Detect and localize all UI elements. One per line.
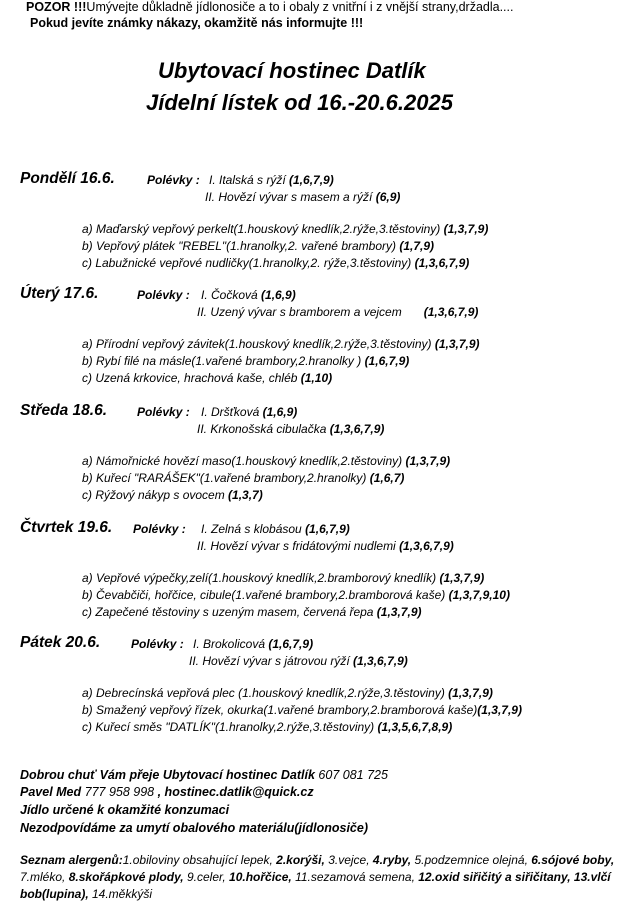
soup-item <box>201 288 296 302</box>
meal-text: a) Přírodní vepřový závitek(1.houskový knedlík,2.rýže,3.těstoviny) <box>82 337 435 351</box>
allergen-name: oxid siřičitý a siřičitany, <box>434 870 574 884</box>
day-name: Úterý 17.6. <box>20 285 99 302</box>
meal-item <box>82 720 452 734</box>
soup-allergens: (1,6,7,9) <box>268 637 314 651</box>
allergen-number: 1. <box>122 853 133 867</box>
meal-allergens: (1,3,7,9) <box>477 703 522 717</box>
allergen-name: ryby, <box>382 853 415 867</box>
footer-consumption: Jídlo určené k okamžité konzumaci <box>20 803 230 817</box>
meal-text: a) Debrecínská vepřová plec (1.houskový knedlík,2.rýže,3.těstoviny) <box>82 686 449 700</box>
meal-allergens: (1,3,7,9) <box>405 454 451 468</box>
allergen-number: 5. <box>414 853 425 867</box>
meal-text: c) Kuřecí směs "DATLÍK"(1.hranolky,2.rýže,3.těstoviny) <box>82 720 378 734</box>
allergen-name: sezamová semena, <box>310 870 419 884</box>
meal-allergens: (1,3,7,9) <box>443 222 489 236</box>
meal-item <box>82 454 450 468</box>
meal-item <box>82 686 493 700</box>
allergen-number: 8. <box>68 870 79 884</box>
allergen-number: 4. <box>372 853 383 867</box>
meal-allergens: (1,3,7,9,10) <box>448 588 510 602</box>
allergen-number: 12. <box>418 870 435 884</box>
footer-disclaimer: Nezodpovídáme za umytí obalového materiálu(jídlonosiče) <box>20 821 368 835</box>
footer-phone-2: 777 958 998 <box>84 785 155 799</box>
allergen-name: obiloviny obsahující lepek, <box>132 853 277 867</box>
allergen-number: 6. <box>531 853 542 867</box>
day-name: Středa 18.6. <box>20 402 108 419</box>
meal-text: b) Kuřecí "RARÁŠEK"(1.vařené brambory,2.hranolky) <box>82 471 370 485</box>
soup-item <box>193 637 313 651</box>
allergen-name: vejce, <box>338 853 373 867</box>
allergen-number: 2. <box>276 853 287 867</box>
footer-greeting-text: Dobrou chuť Vám přeje Ubytovací hostinec Datlík <box>20 768 319 782</box>
allergen-number: 7. <box>20 870 31 884</box>
meal-item <box>82 337 480 351</box>
soup-label: Polévky : <box>137 288 190 302</box>
meal-item <box>82 703 522 717</box>
meal-allergens: (1,10) <box>300 371 333 385</box>
meal-item <box>82 354 409 368</box>
day-name: Čtvrtek 19.6. <box>20 519 113 536</box>
soup-item <box>197 305 478 319</box>
soup-label: Polévky : <box>147 173 200 187</box>
soup-allergens: (1,6,7,9) <box>305 522 350 536</box>
footer-contact <box>20 785 314 799</box>
soup-text: I. Dršťková <box>201 405 263 419</box>
soup-item <box>209 173 334 187</box>
soup-item <box>197 539 454 553</box>
allergen-name: hořčice, <box>245 870 296 884</box>
soup-allergens: (1,6,7,9) <box>289 173 334 187</box>
allergen-number: 11. <box>295 870 311 884</box>
allergen-list <box>20 852 620 903</box>
soup-label: Polévky : <box>133 522 186 536</box>
soup-allergens: (1,3,6,7,9) <box>423 305 479 319</box>
allergen-number: 13. <box>573 870 591 884</box>
allergen-number: 3. <box>328 853 339 867</box>
meal-text: a) Maďarský vepřový perkelt(1.houskový knedlík,2.rýže,3.těstoviny) <box>82 222 444 236</box>
soup-label: Polévky : <box>137 405 190 419</box>
meal-allergens: (1,6,7) <box>369 471 405 485</box>
soup-allergens: (1,6,9) <box>262 405 298 419</box>
footer-phone-1: 607 081 725 <box>318 768 388 782</box>
soup-text: I. Zelná s klobásou <box>201 522 306 536</box>
meal-item <box>82 222 488 236</box>
allergen-name: celer, <box>197 870 230 884</box>
restaurant-title: Ubytovací hostinec Datlík <box>158 58 426 83</box>
allergen-name: korýši, <box>286 853 329 867</box>
soup-text: II. Hovězí vývar s fridátovými nudlemi <box>197 539 400 553</box>
meal-item <box>82 605 422 619</box>
soup-allergens: (1,3,6,7,9) <box>353 654 408 668</box>
menu-title: Jídelní lístek od 16.-20.6.2025 <box>146 90 453 115</box>
notice-line-2: Pokud jevíte známky nákazy, okamžitě nás informujte !!! <box>30 16 364 30</box>
allergen-number: 10. <box>229 870 246 884</box>
soup-item <box>197 422 384 436</box>
meal-allergens: (1,3,5,6,7,8,9) <box>377 720 453 734</box>
soup-text: I. Brokolicová <box>193 637 269 651</box>
allergen-name: vlčí bob(lupina), <box>20 870 611 901</box>
soup-text: I. Italská s rýží <box>209 173 290 187</box>
meal-allergens: (1,3,7) <box>228 488 263 502</box>
soup-allergens: (1,6,9) <box>261 288 296 302</box>
soup-item <box>205 190 400 204</box>
meal-text: b) Čevabčiči, hořčice, cibule(1.vařené brambory,2.bramborová kaše) <box>82 588 449 602</box>
meal-text: b) Rybí filé na másle(1.vařené brambory,2.hranolky ) <box>82 354 365 368</box>
soup-item <box>189 654 408 668</box>
allergen-name: měkkýši <box>108 887 153 901</box>
day-name: Pátek 20.6. <box>20 634 101 651</box>
meal-allergens: (1,3,7,9) <box>376 605 422 619</box>
meal-text: c) Zapečené těstoviny s uzeným masem, červená řepa <box>82 605 377 619</box>
meal-item <box>82 239 434 253</box>
allergen-name: mléko, <box>30 870 69 884</box>
footer-greeting <box>20 768 388 782</box>
meal-item <box>82 588 510 602</box>
meal-allergens: (1,3,7,9) <box>439 571 485 585</box>
day-name: Pondělí 16.6. <box>20 170 115 187</box>
allergen-name: podzemnice olejná, <box>424 853 532 867</box>
allergen-number: 14. <box>91 887 109 901</box>
meal-text: c) Rýžový nákyp s ovocem <box>82 488 229 502</box>
soup-allergens: (6,9) <box>375 190 401 204</box>
soup-item <box>201 405 297 419</box>
footer-email: , hostinec.datlik@quick.cz <box>154 785 314 799</box>
soup-text: I. Čočková <box>201 288 262 302</box>
notice-text: Umývejte důkladně jídlonosiče a to i obaly z vnitřní i z vnější strany,držadla.... <box>86 0 514 14</box>
meal-text: b) Smažený vepřový řízek, okurka(1.vařené brambory,2.bramborová kaše) <box>82 703 478 717</box>
allergen-name: sójové boby, <box>541 853 615 867</box>
meal-item <box>82 256 469 270</box>
meal-text: b) Vepřový plátek "REBEL"(1.hranolky,2. vařené brambory) <box>82 239 400 253</box>
meal-text: c) Labužnické vepřové nudličky(1.hranolky,2. rýže,3.těstoviny) <box>82 256 415 270</box>
allergen-label: Seznam alergenů: <box>20 853 123 867</box>
meal-allergens: (1,6,7,9) <box>364 354 410 368</box>
meal-item <box>82 488 263 502</box>
soup-text: II. Hovězí vývar s játrovou rýží <box>189 654 354 668</box>
soup-allergens: (1,3,6,7,9) <box>399 539 454 553</box>
meal-text: a) Námořnické hovězí maso(1.houskový knedlík,2.těstoviny) <box>82 454 406 468</box>
meal-item <box>82 371 332 385</box>
soup-text: II. Uzený vývar s bramborem a vejcem <box>197 305 402 319</box>
meal-text: c) Uzená krkovice, hrachová kaše, chléb <box>82 371 301 385</box>
meal-item <box>82 471 404 485</box>
soup-text: II. Hovězí vývar s masem a rýží <box>205 190 376 204</box>
soup-item <box>201 522 350 536</box>
notice-line-1 <box>26 0 513 14</box>
footer-name: Pavel Med <box>20 785 85 799</box>
soup-text: II. Krkonošská cibulačka <box>197 422 330 436</box>
meal-allergens: (1,3,7,9) <box>448 686 493 700</box>
meal-allergens: (1,7,9) <box>399 239 435 253</box>
meal-allergens: (1,3,6,7,9) <box>414 256 470 270</box>
allergen-name: skořápkové plody, <box>78 870 187 884</box>
notice-warning: POZOR !!! <box>26 0 87 14</box>
allergen-number: 9. <box>186 870 197 884</box>
meal-item <box>82 571 484 585</box>
soup-label: Polévky : <box>131 637 184 651</box>
soup-allergens: (1,3,6,7,9) <box>329 422 385 436</box>
meal-text: a) Vepřové výpečky,zelí(1.houskový knedlík,2.bramborový knedlík) <box>82 571 440 585</box>
meal-allergens: (1,3,7,9) <box>434 337 480 351</box>
